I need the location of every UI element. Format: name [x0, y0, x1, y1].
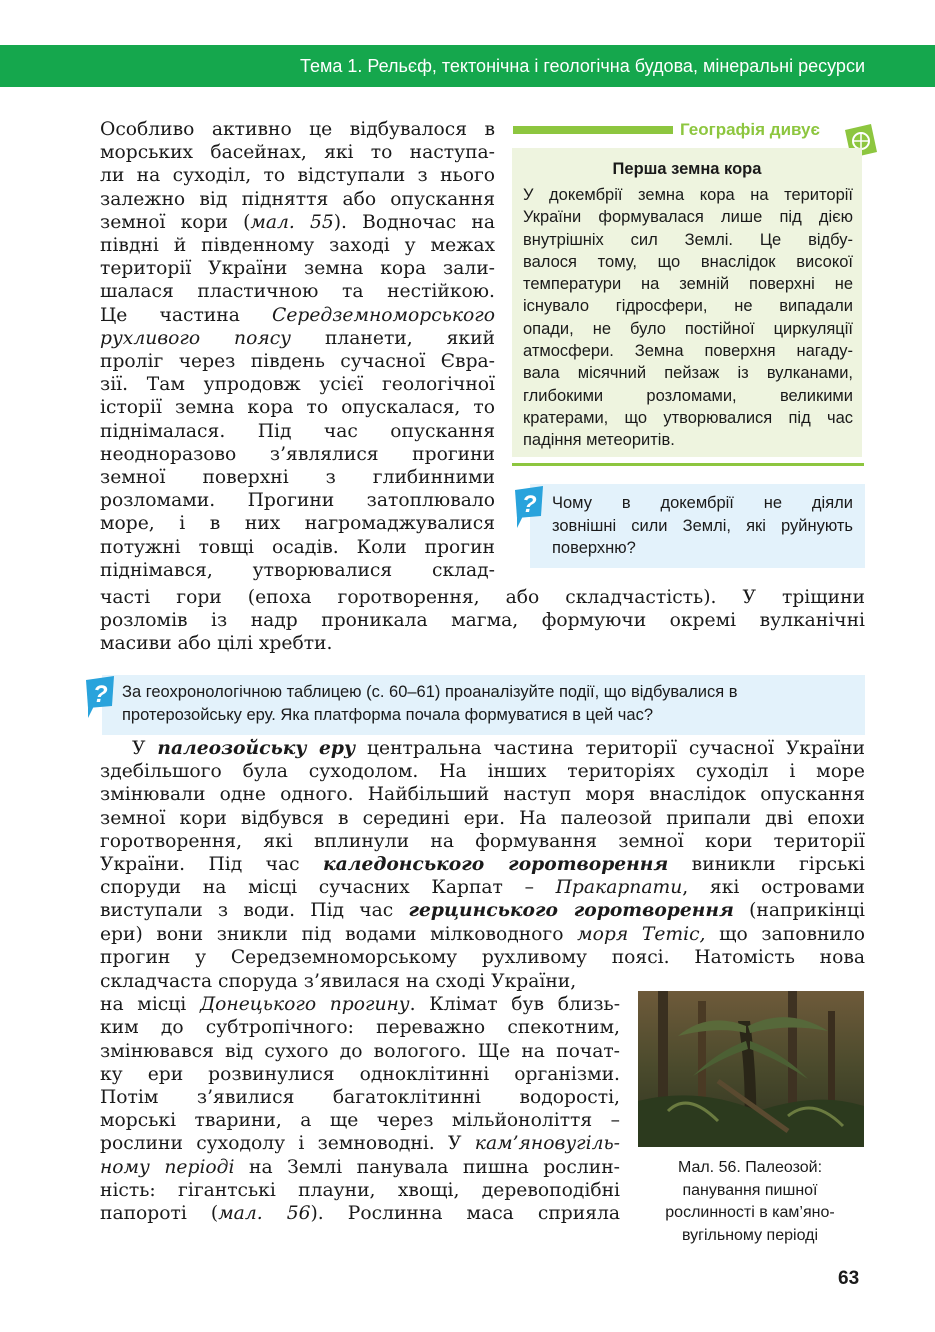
text-line: морські тварини, а ще через мільйоноліття – [100, 1110, 620, 1132]
question-icon [511, 486, 547, 528]
text-line [100, 737, 865, 760]
text-fragment: ери) вони зникли під водами мілководного [100, 923, 578, 945]
text-line [100, 1156, 620, 1179]
text-line: території України земна кора зали- [100, 258, 495, 280]
text-line [100, 993, 620, 1016]
text-line: глибокими розломами, великими [523, 386, 853, 405]
text-fragment: України. Під час [100, 854, 324, 876]
paragraph-paleozoic-continued [100, 970, 620, 1225]
text-line: здебільшого була суходолом. На інших територіях суходіл і море [100, 761, 865, 783]
geo-box-divider [512, 463, 864, 466]
text-line: морських басейнах, які то наступа- [100, 142, 495, 164]
text-line: атмосфери. Земна поверхня нагаду- [523, 342, 853, 361]
text-line: потужні товщі осадів. Коли прогин [100, 536, 495, 558]
figure-caption [640, 1157, 860, 1247]
paragraph-paleozoic [100, 737, 865, 969]
text-line: внутрішніх сил Землі. Це відбу- [523, 230, 853, 249]
text-fragment: . Клімат був близь- [409, 994, 621, 1016]
svg-text:?: ? [93, 681, 108, 708]
text-line: Особливо активно це відбувалося в [100, 119, 495, 140]
text-fragment: (наприкінці [733, 900, 865, 922]
text-line [100, 876, 865, 899]
text-line: горотворення, які вплинули на формування земної кори території [100, 830, 865, 852]
text-fragment: споруди на місці сучасних Карпат – [100, 877, 556, 899]
geo-box-bar [513, 126, 673, 134]
text-line: масиви або цілі хребти. [100, 633, 333, 655]
term-bold: герцинського горотворення [408, 899, 734, 922]
text-fragment: на Землі панувала пишна рослин- [234, 1156, 620, 1178]
text-line: піднімався, утворювалися склад- [100, 559, 495, 581]
geo-box-text [523, 184, 853, 452]
text-line: падіння метеоритів. [523, 431, 675, 450]
paleozoic-forest-illustration [638, 991, 864, 1147]
text-line: ність: гігантські плауни, хвощі, деревоподібні [100, 1179, 620, 1201]
text-fragment: , які островами [682, 877, 865, 899]
text-line [100, 923, 865, 946]
text-fragment: земної кори ( [100, 211, 251, 233]
geo-box-title: Перша земна кора [612, 160, 762, 178]
text-line: ку ери розвинулися одноклітинні організми. [100, 1063, 620, 1085]
term-italic: кам’яновугіль- [474, 1133, 620, 1155]
text-line [100, 304, 495, 327]
term-italic: Пракарпати [555, 877, 683, 899]
question-box-2 [102, 675, 865, 735]
page-number: 63 [838, 1268, 860, 1289]
text-line: Чому в докембрії не діяли [552, 494, 853, 512]
text-fragment: ). Водночас на [333, 211, 495, 233]
text-line: України формувалася лише під дією [523, 208, 853, 227]
text-line: вала місячний пейзаж із вулканами, [523, 364, 853, 383]
text-line: море, і в них нагромаджувалися [100, 513, 495, 535]
text-line [100, 1202, 620, 1225]
figure-reference: мал. 55 [250, 211, 334, 233]
term-italic: ному періоді [100, 1156, 235, 1178]
text-line [100, 899, 865, 922]
text-line: півдні й південному заході у межах [100, 235, 495, 257]
topic-header [0, 45, 935, 87]
text-line: зовнішні сили Землі, які руйнують [552, 516, 853, 535]
text-line: опади, не було постійної циркуляції [523, 319, 853, 338]
text-line: кратерами, що утворювалися під час [523, 408, 853, 427]
paragraph-intro [100, 118, 495, 582]
question-text [122, 681, 862, 726]
question-box-1 [530, 484, 865, 568]
text-fragment: планети, який [291, 327, 495, 349]
question-text [552, 492, 853, 560]
text-line: піднімалася. Під час опускання [100, 420, 495, 442]
text-line: розломів із надр проникала магма, формуючи окремі вулканічні [100, 610, 865, 632]
text-line: історії земна кора то опускалася, то [100, 397, 495, 419]
text-fragment: на місці [100, 994, 200, 1016]
text-line: земної поверхні з глибинними [100, 467, 495, 489]
text-line: За геохронологічною таблицею (с. 60–61) проаналізуйте події, що відбувалися в [122, 683, 738, 701]
term-italic: рухливого поясу [100, 327, 292, 349]
text-line: Мал. 56. Палеозой: [677, 1159, 823, 1176]
text-line: прогин у Середземноморському рухливому поясі. Натомість нова [100, 946, 865, 968]
text-line: часті гори (епоха горотворення, або складчастість). У тріщини [100, 587, 865, 608]
text-fragment: виникли гірські [668, 854, 865, 876]
text-line: Потім з’явилися багатоклітинні водорості, [100, 1087, 620, 1109]
paragraph-intro-continued [100, 586, 865, 656]
text-line: шалася пластичною та нестійкою. [100, 281, 495, 303]
text-line: розломами. Прогини затоплювало [100, 490, 495, 512]
text-line: зії. Там упродовж усієї геологічної [100, 374, 495, 396]
text-fragment: центральна частина території сучасної України [355, 738, 865, 759]
text-fragment: папороті ( [100, 1203, 219, 1225]
text-fragment: виступали з води. Під час [100, 900, 409, 922]
text-line: змінювали одне одного. Найбільший наступ моря внаслідок опускання [100, 784, 865, 806]
text-line: валося тому, що внаслідок високої [523, 252, 853, 271]
question-icon [82, 676, 118, 718]
text-line: ким до субтропічного: переважно спекотним, [100, 1017, 620, 1039]
text-line: вугільному періоді [681, 1226, 819, 1244]
topic-title: Тема 1. Рельєф, тектонічна і геологічна будова, мінеральні ресурси [299, 56, 865, 76]
geo-fact-box [512, 148, 862, 457]
text-line [100, 1132, 620, 1155]
text-fragment: ). Рослинна маса сприяла [310, 1203, 620, 1225]
svg-text:?: ? [522, 491, 537, 518]
figure-reference: мал. 56 [218, 1203, 311, 1225]
text-line: існувало гідросфери, не випадали [523, 297, 853, 316]
text-line: змінювався від сухого до вологого. Ще на почат- [100, 1040, 620, 1062]
text-line: ли на суходіл, то відступали з нього [100, 165, 495, 187]
text-line: У докембрії земна кора на території [523, 186, 853, 204]
text-line [100, 211, 495, 234]
text-line: складчаста споруда з’явилася на сході України, [100, 971, 577, 992]
text-line: проліг через південь сучасної Євра- [100, 351, 495, 373]
text-fragment: У [132, 738, 158, 759]
term-bold: каледонського горотворення [323, 853, 669, 876]
text-fragment: рослини суходолу і земноводні. У [100, 1133, 475, 1155]
geo-box-label: Географія дивує [680, 120, 820, 139]
text-line: поверхню? [552, 539, 636, 557]
text-line [100, 853, 865, 876]
term-italic: Донецького прогину [199, 994, 410, 1016]
text-line: рослинності в кам’яно- [665, 1204, 835, 1221]
term-italic: моря Тетіс, [577, 923, 706, 945]
text-line: залежно від підняття або опускання [100, 188, 495, 210]
term-bold: палеозойську еру [157, 737, 356, 759]
term-italic: Середземноморського [272, 304, 495, 326]
text-line: протерозойську еру. Яка платформа почала формуватися в цей час? [122, 705, 654, 724]
text-fragment: що заповнило [705, 923, 865, 945]
text-line: панування пишної [682, 1181, 818, 1199]
text-line: земної кори відбувся в середині ери. На палеозой припали дві епохи [100, 807, 865, 829]
text-line: температури на земній поверхні не [523, 275, 853, 294]
text-line [100, 327, 495, 350]
text-line: неодноразово з’являлися прогини [100, 443, 495, 465]
text-fragment: Це частина [100, 304, 273, 326]
